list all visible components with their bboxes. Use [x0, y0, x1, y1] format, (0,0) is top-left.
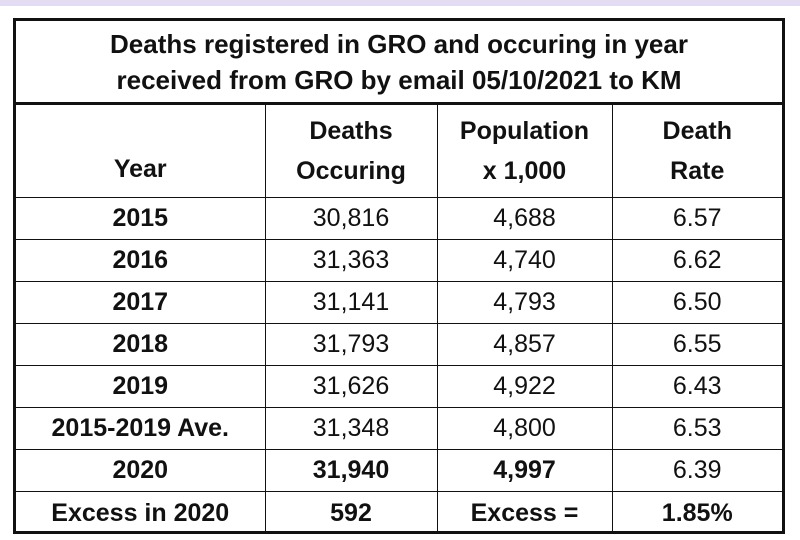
table-row	[16, 240, 782, 282]
excess-deaths: 592	[265, 492, 437, 535]
cell-rate: 6.57	[612, 198, 782, 240]
cell-rate: 6.53	[612, 408, 782, 450]
cell-population: 4,922	[437, 366, 612, 408]
deaths-table	[16, 105, 782, 534]
cell-year: 2019	[16, 366, 265, 408]
cell-deaths: 30,816	[265, 198, 437, 240]
cell-rate: 6.50	[612, 282, 782, 324]
table-title	[16, 21, 782, 105]
header-deaths: Deaths Occuring	[265, 105, 437, 198]
cell-rate: 6.62	[612, 240, 782, 282]
cell-rate: 6.39	[612, 450, 782, 492]
cell-deaths: 31,940	[265, 450, 437, 492]
cell-deaths: 31,793	[265, 324, 437, 366]
cell-population: 4,688	[437, 198, 612, 240]
cell-population: 4,857	[437, 324, 612, 366]
table-row-average	[16, 408, 782, 450]
table-row	[16, 282, 782, 324]
cell-year: 2015	[16, 198, 265, 240]
cell-rate: 6.55	[612, 324, 782, 366]
cell-deaths: 31,348	[265, 408, 437, 450]
cell-year: 2020	[16, 450, 265, 492]
header-population: Population x 1,000	[437, 105, 612, 198]
cell-population: 4,997	[437, 450, 612, 492]
header-row	[16, 105, 782, 198]
deaths-table-sheet	[13, 18, 785, 534]
excess-equals-label: Excess =	[437, 492, 612, 535]
cell-year: 2015-2019 Ave.	[16, 408, 265, 450]
cell-population: 4,793	[437, 282, 612, 324]
excess-row	[16, 492, 782, 535]
cell-deaths: 31,363	[265, 240, 437, 282]
cell-deaths: 31,141	[265, 282, 437, 324]
table-row	[16, 198, 782, 240]
cell-population: 4,740	[437, 240, 612, 282]
cell-year: 2016	[16, 240, 265, 282]
title-line-1: Deaths registered in GRO and occuring in year	[110, 28, 688, 59]
excess-percent: 1.85%	[612, 492, 782, 535]
header-death-rate: Death Rate	[612, 105, 782, 198]
cell-year: 2017	[16, 282, 265, 324]
cell-year: 2018	[16, 324, 265, 366]
cell-population: 4,800	[437, 408, 612, 450]
cell-rate: 6.43	[612, 366, 782, 408]
excess-label: Excess in 2020	[16, 492, 265, 535]
header-year: Year	[16, 105, 265, 198]
table-row	[16, 366, 782, 408]
title-line-2: received from GRO by email 05/10/2021 to KM	[116, 64, 682, 95]
cell-deaths: 31,626	[265, 366, 437, 408]
table-row-2020	[16, 450, 782, 492]
table-row	[16, 324, 782, 366]
